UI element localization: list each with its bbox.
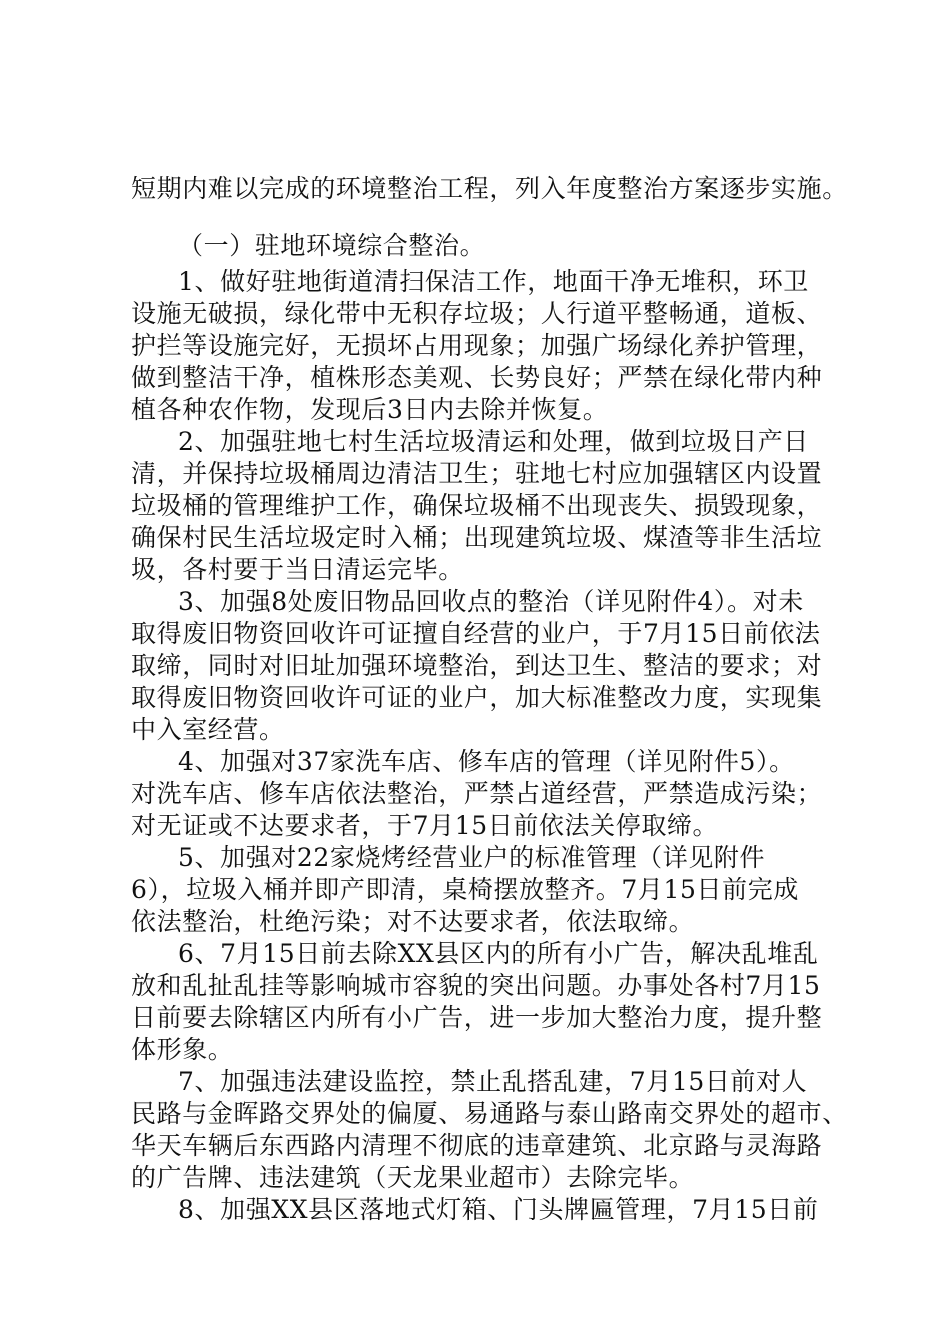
section-heading: （一）驻地环境综合整治。 bbox=[178, 231, 486, 260]
paragraph-line: 体形象。 bbox=[131, 1035, 234, 1064]
paragraph-line: 确保村民生活垃圾定时入桶；出现建筑垃圾、煤渣等非生活垃 bbox=[131, 523, 823, 552]
paragraph-line: 做到整洁干净，植株形态美观、长势良好；严禁在绿化带内种 bbox=[131, 363, 823, 392]
paragraph-line: 对洗车店、修车店依法整治，严禁占道经营，严禁造成污染； bbox=[131, 779, 823, 808]
paragraph-line: 圾，各村要于当日清运完毕。 bbox=[131, 555, 464, 584]
paragraph-line: 1、做好驻地街道清扫保洁工作，地面干净无堆积，环卫 bbox=[178, 267, 809, 296]
paragraph-line: 4、加强对37家洗车店、修车店的管理（详见附件5）。 bbox=[178, 747, 795, 776]
paragraph-line: 华天车辆后东西路内清理不彻底的违章建筑、北京路与灵海路 bbox=[131, 1131, 823, 1160]
paragraph-line: 民路与金晖路交界处的偏厦、易通路与泰山路南交界处的超市、 bbox=[131, 1099, 848, 1128]
paragraph-line: 短期内难以完成的环境整治工程，列入年度整治方案逐步实施。 bbox=[131, 174, 848, 203]
paragraph-line: 护拦等设施完好，无损坏占用现象；加强广场绿化养护管理， bbox=[131, 331, 823, 360]
paragraph-line: 取缔，同时对旧址加强环境整治，到达卫生、整洁的要求；对 bbox=[131, 651, 823, 680]
paragraph-line: 取得废旧物资回收许可证擅自经营的业户，于7月15日前依法 bbox=[131, 619, 821, 648]
paragraph-line: 依法整治，杜绝污染；对不达要求者，依法取缔。 bbox=[131, 907, 695, 936]
paragraph-line: 6），垃圾入桶并即产即清，桌椅摆放整齐。7月15日前完成 bbox=[131, 875, 799, 904]
paragraph-line: 取得废旧物资回收许可证的业户，加大标准整改力度，实现集 bbox=[131, 683, 823, 712]
paragraph-line: 7、加强违法建设监控，禁止乱搭乱建，7月15日前对人 bbox=[178, 1067, 808, 1096]
paragraph-line: 6、7月15日前去除XX县区内的所有小广告，解决乱堆乱 bbox=[178, 939, 819, 968]
paragraph-line: 3、加强8处废旧物品回收点的整治（详见附件4）。对未 bbox=[178, 587, 804, 616]
paragraph-line: 中入室经营。 bbox=[131, 715, 285, 744]
paragraph-line: 设施无破损，绿化带中无积存垃圾；人行道平整畅通，道板、 bbox=[131, 299, 823, 328]
paragraph-line: 清，并保持垃圾桶周边清洁卫生；驻地七村应加强辖区内设置 bbox=[131, 459, 823, 488]
paragraph-line: 5、加强对22家烧烤经营业户的标准管理（详见附件 bbox=[178, 843, 766, 872]
paragraph-line: 的广告牌、违法建筑（天龙果业超市）去除完毕。 bbox=[131, 1163, 695, 1192]
paragraph-line: 日前要去除辖区内所有小广告，进一步加大整治力度，提升整 bbox=[131, 1003, 823, 1032]
paragraph-line: 对无证或不达要求者，于7月15日前依法关停取缔。 bbox=[131, 811, 719, 840]
paragraph-line: 植各种农作物，发现后3日内去除并恢复。 bbox=[131, 395, 609, 424]
paragraph-line: 2、加强驻地七村生活垃圾清运和处理，做到垃圾日产日 bbox=[178, 427, 809, 456]
paragraph-line: 8、加强XX县区落地式灯箱、门头牌匾管理，7月15日前 bbox=[178, 1195, 819, 1224]
paragraph-line: 垃圾桶的管理维护工作，确保垃圾桶不出现丧失、损毁现象， bbox=[131, 491, 823, 520]
paragraph-line: 放和乱扯乱挂等影响城市容貌的突出问题。办事处各村7月15 bbox=[131, 971, 821, 1000]
